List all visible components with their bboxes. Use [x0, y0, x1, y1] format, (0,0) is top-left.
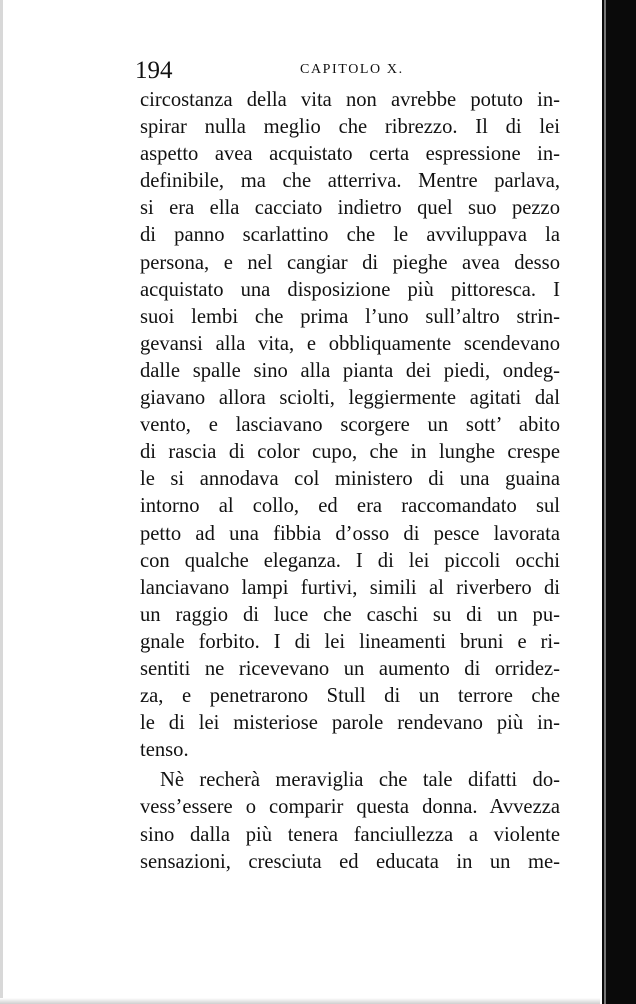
text-line: vess’essere o comparir questa donna. Avvezza: [140, 796, 560, 819]
book-page-edge-line: [604, 0, 606, 1004]
text-line: gevansi alla vita, e obbliquamente scendevano: [140, 332, 560, 355]
text-line: dalle spalle sino alla pianta dei piedi, ondeg-: [140, 359, 560, 382]
page-header: [135, 56, 565, 86]
text-line: petto ad una fibbia d’osso di pesce lavorata: [140, 522, 560, 545]
book-page-edge: [602, 0, 636, 1004]
text-line: vento, e lasciavano scorgere un sott’ abito: [140, 414, 560, 437]
text-line: intorno al collo, ed era raccomandato sul: [140, 495, 560, 518]
text-line: suoi lembi che prima l’uno sull’altro strin-: [140, 305, 560, 328]
text-line: sentiti ne ricevevano un aumento di orridez-: [140, 657, 560, 680]
text-line: definibile, ma che atterriva. Mentre parlava,: [140, 170, 560, 193]
text-line: giavano allora sciolti, leggiermente agitati dal: [140, 387, 560, 410]
text-line: si era ella cacciato indietro quel suo pezzo: [140, 197, 560, 220]
text-line: persona, e nel cangiar di pieghe avea desso: [140, 251, 560, 274]
text-line: le di lei misteriose parole rendevano più in-: [140, 712, 560, 735]
text-line: lanciavano lampi furtivi, simili al riverbero di: [140, 576, 560, 599]
page-text: [140, 87, 560, 876]
text-line: di panno scarlattino che le avviluppava la: [140, 224, 560, 247]
text-line: sino dalla più tenera fanciullezza a violente: [140, 823, 560, 846]
text-line: sensazioni, cresciuta ed educata in un me-: [140, 850, 560, 873]
text-line: acquistato una disposizione più pittoresca. I: [140, 278, 560, 301]
page-number: 194: [135, 57, 173, 84]
text-line: di rascia di color cupo, che in lunghe crespe: [140, 441, 560, 464]
page-left-margin-mark: [0, 0, 3, 1004]
page-bottom-shadow: [0, 998, 600, 1004]
text-line: circostanza della vita non avrebbe potuto in-: [140, 89, 560, 111]
paragraph-2: [140, 767, 560, 875]
running-head: CAPITOLO X.: [300, 62, 404, 77]
paragraph-1: [140, 87, 560, 764]
text-line: le si annodava col ministero di una guaina: [140, 468, 560, 491]
text-line: gnale forbito. I di lei lineamenti bruni e ri-: [140, 630, 560, 653]
text-line: aspetto avea acquistato certa espressione in-: [140, 143, 560, 166]
text-line: za, e penetrarono Stull di un terrore che: [140, 685, 560, 708]
text-line: tenso.: [140, 739, 189, 762]
text-line: con qualche eleganza. I di lei piccoli occhi: [140, 549, 560, 572]
text-line: un raggio di luce che caschi su di un pu-: [140, 603, 560, 626]
text-line: spirar nulla meglio che ribrezzo. Il di lei: [140, 116, 560, 139]
text-line: Nè recherà meraviglia che tale difatti do-: [160, 769, 560, 792]
